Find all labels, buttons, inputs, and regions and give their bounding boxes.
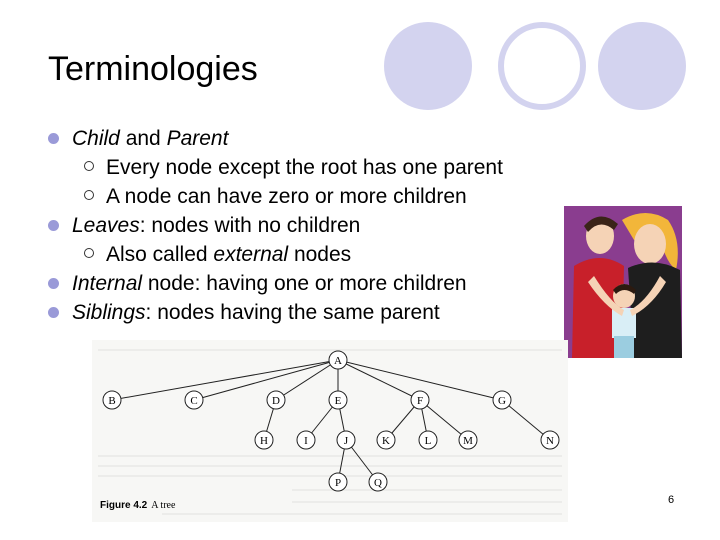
external-rest: nodes: [288, 243, 352, 266]
tree-node-label: G: [498, 395, 506, 407]
tree-node-d: [267, 391, 285, 409]
figure-number: Figure 4.2: [100, 500, 148, 511]
tree-node-q: [369, 473, 387, 491]
tree-node-label: K: [382, 435, 390, 447]
bullet-leaves: [48, 211, 503, 240]
family-clipart-icon: [564, 206, 682, 358]
term-child: Child: [72, 127, 120, 150]
tree-node-m: [459, 431, 477, 449]
tree-node-label: F: [416, 395, 424, 407]
tree-node-label: Q: [374, 477, 382, 489]
tree-node-label: N: [546, 435, 554, 447]
bullet-siblings: [48, 298, 503, 327]
tree-node-j: [337, 431, 355, 449]
tree-node-l: [419, 431, 437, 449]
external-pre: Also called: [106, 243, 214, 266]
term-siblings: Siblings: [72, 301, 146, 324]
tree-node-k: [377, 431, 395, 449]
bullet-list: [48, 124, 503, 327]
tree-node-b: [103, 391, 121, 409]
tree-node-n: [541, 431, 559, 449]
tree-node-f: [411, 391, 429, 409]
tree-node-e: [329, 391, 347, 409]
tree-node-label: A: [334, 355, 342, 367]
tree-node-c: [185, 391, 203, 409]
tree-node-p: [329, 473, 347, 491]
bullet-siblings-text: : nodes having the same parent: [145, 301, 440, 324]
connector-text: and: [119, 127, 167, 150]
sub-bullet-external: [48, 240, 503, 269]
figure-caption: [100, 500, 175, 511]
sub-bullet-one-parent: Every node except the root has one parent: [48, 153, 503, 182]
term-external: external: [213, 243, 289, 266]
tree-node-label: I: [304, 435, 308, 447]
tree-node-g: [493, 391, 511, 409]
term-leaves: Leaves: [72, 214, 140, 237]
page-number: 6: [668, 494, 675, 506]
tree-node-h: [255, 431, 273, 449]
tree-figure: [92, 340, 568, 522]
tree-node-label: M: [463, 435, 473, 447]
tree-node-label: B: [108, 395, 116, 407]
bullet-internal-text: node: having one or more children: [142, 272, 467, 295]
bullet-leaves-text: : nodes with no children: [139, 214, 361, 237]
tree-node-label: C: [190, 395, 198, 407]
sub-bullet-children: A node can have zero or more children: [48, 182, 503, 211]
decor-circle-1: [384, 22, 472, 110]
tree-node-label: H: [260, 435, 268, 447]
bullet-child-parent: [48, 124, 503, 153]
figure-title: A tree: [151, 500, 176, 511]
tree-node-label: L: [424, 435, 432, 447]
bullet-internal: [48, 269, 503, 298]
slide-title: Terminologies: [48, 50, 258, 88]
tree-node-i: [297, 431, 315, 449]
tree-node-label: E: [334, 395, 342, 407]
tree-node-a: [329, 351, 347, 369]
decor-circle-2: [498, 22, 586, 110]
term-internal: Internal: [72, 272, 143, 295]
tree-node-label: J: [343, 435, 349, 447]
tree-node-label: P: [334, 477, 342, 489]
term-parent: Parent: [166, 127, 229, 150]
tree-node-label: D: [272, 395, 280, 407]
decor-circle-3: [598, 22, 686, 110]
